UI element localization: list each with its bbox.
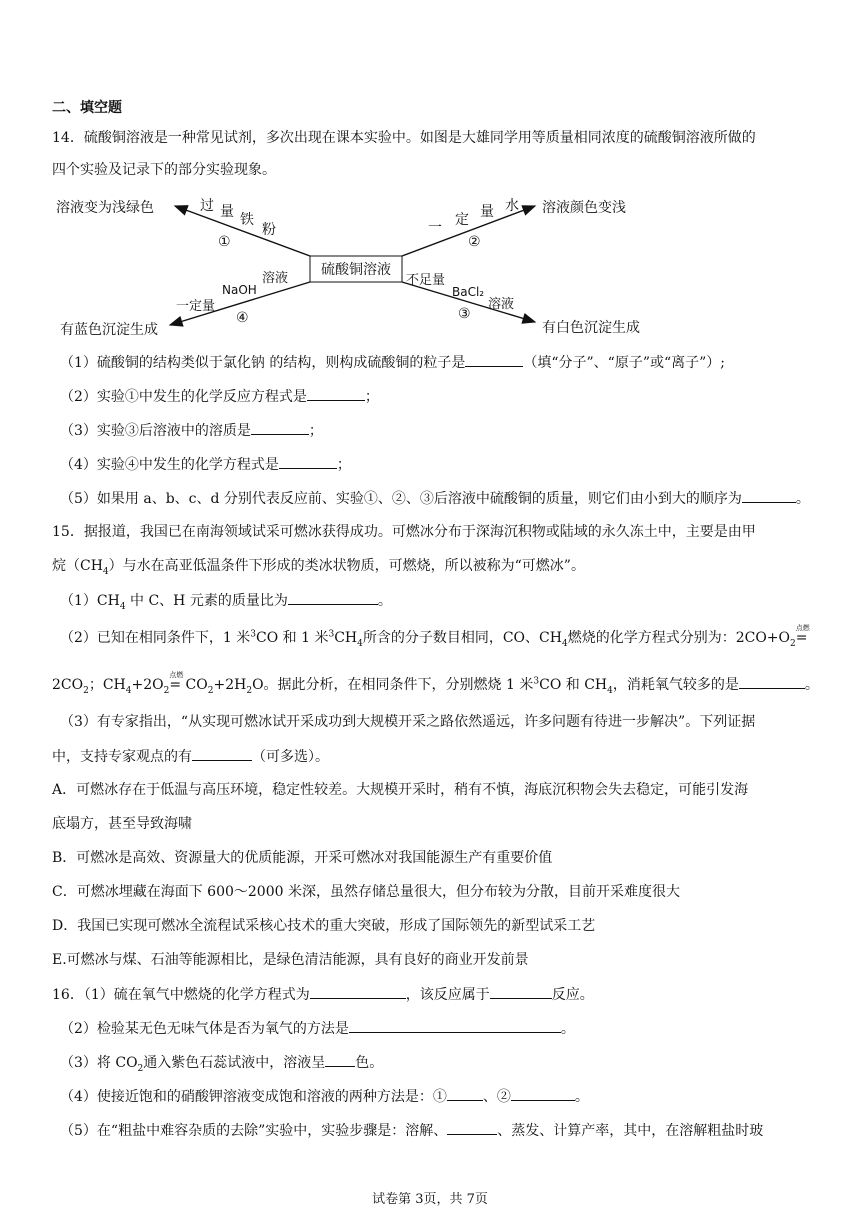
q14-p2-text: （2）实验①中发生的化学反应方程式是 <box>60 389 307 405</box>
q16-part3: （3）将 $CO_2$通入紫色石蕊试液中，溶液呈 色。 <box>60 1052 383 1073</box>
q15-line2: 烷$(CH_4)$与水在高亚低温条件下形成的类冰状物质，可燃烧，所以被称为“可燃冰”。 <box>52 558 585 577</box>
q15-option-a-line1: A．可燃冰存在于低温与高压环境，稳定性较差。大规模开采时，稍有不慎，海底沉积物会失去稳定，可能引发海 <box>52 782 749 798</box>
q14-intro-line2: 四个实验及记录下的部分实验现象。 <box>52 162 276 178</box>
answer-blank[interactable] <box>307 386 365 401</box>
answer-blank[interactable] <box>490 984 552 999</box>
br-reagent-1: 不足量 <box>406 273 446 288</box>
q15-option-e: E.可燃冰与煤、石油等能源相比，是绿色清洁能源，具有良好的商业开发前景 <box>52 952 529 968</box>
q14-p4-text: （4）实验④中发生的化学方程式是 <box>60 457 279 473</box>
center-label: 硫酸铜溶液 <box>321 262 391 278</box>
answer-blank[interactable] <box>279 454 337 469</box>
q14-part4: （4）实验④中发生的化学方程式是 ； <box>60 454 351 475</box>
tr-reagent-3: 量 <box>480 204 494 220</box>
section-title: 二、填空题 <box>52 100 122 116</box>
answer-blank[interactable] <box>310 984 406 999</box>
tl-number: ① <box>218 234 231 250</box>
tl-reagent-1: 过 <box>200 198 214 214</box>
tr-reagent-2: 定 <box>455 212 469 228</box>
q14-p1-text: （1）硫酸铜的结构类似于氯化钠 的结构，则构成硫酸铜的粒子是 <box>60 355 466 371</box>
bl-number: ④ <box>236 310 249 326</box>
br-result: 有白色沉淀生成 <box>542 320 640 336</box>
answer-blank[interactable] <box>349 1018 561 1033</box>
q16-part4: （4）使接近饱和的硝酸钾溶液变成饱和溶液的两种方法是：① 、② 。 <box>60 1086 589 1107</box>
tl-result: 溶液变为浅绿色 <box>56 200 154 216</box>
answer-blank[interactable] <box>325 1052 355 1067</box>
q15-part3-line2: 中，支持专家观点的有 （可多选）。 <box>52 746 329 767</box>
tl-reagent-3: 铁 <box>240 212 254 228</box>
q15-option-a-line2: 底塌方，甚至导致海啸 <box>52 816 192 832</box>
q15-part3-line1: （3）有专家指出，“从实现可燃冰试开采成功到大规模开采之路依然遥远，许多问题有待进一步解决”。下列证据 <box>60 714 756 730</box>
bl-result: 有蓝色沉淀生成 <box>60 322 158 338</box>
q15-part2-line1: （2）已知在相同条件下，1 米$^3$CO 和 1 米$^3CH_4$所含的分子数目相同，CO、$CH_4$燃烧的化学方程式分别为：$2CO+O_2$ 点燃 = <box>60 624 810 649</box>
answer-blank[interactable] <box>742 488 796 503</box>
answer-blank[interactable] <box>192 746 252 761</box>
q14-intro-line1: 14．硫酸铜溶液是一种常见试剂，多次出现在课本实验中。如图是大雄同学用等质量相同浓度的硫酸铜溶液所做的 <box>52 130 756 146</box>
answer-blank[interactable] <box>447 1086 483 1101</box>
q14-part2: （2）实验①中发生的化学反应方程式是 ； <box>60 386 379 407</box>
answer-blank[interactable] <box>739 674 805 689</box>
bl-reagent-1: 一定量 <box>176 299 216 314</box>
tl-reagent-2: 量 <box>220 204 234 220</box>
br-reagent-2: BaCl₂ <box>452 285 485 299</box>
q14-reaction-diagram <box>50 190 670 340</box>
answer-blank[interactable] <box>465 352 523 367</box>
tr-reagent-4: 水 <box>505 198 519 214</box>
tl-reagent-4: 粉 <box>262 222 276 238</box>
q16-part5: （5）在“粗盐中难容杂质的去除”实验中，实验步骤是：溶解、 、蒸发、计算产率，其中，在溶解粗盐时玻 <box>60 1120 763 1141</box>
q16-part2: （2）检验某无色无味气体是否为氧气的方法是 。 <box>60 1018 575 1039</box>
q15-part2-line2: $2CO_2$；$CH_4+2O_2$ 点燃 = $CO_2+2H_2O$。据此分析，在相同条件下，分别燃烧 1 米$^3$CO 和 $CH_4$，消耗氧气较多的是 。 <box>52 671 819 696</box>
q15-option-c: C．可燃冰埋藏在海面下 600～2000 米深，虽然存储总量很大，但分布较为分散，目前开采难度很大 <box>52 884 680 900</box>
q14-p3-text: （3）实验③后溶液中的溶质是 <box>60 423 251 439</box>
tr-number: ② <box>468 234 481 250</box>
answer-blank[interactable] <box>288 590 378 605</box>
q15-part1: $(1)CH_4$ 中 C、H 元素的质量比为 。 <box>60 590 392 611</box>
answer-blank[interactable] <box>251 420 309 435</box>
q14-p1-hint: （填“分子”、“原子”或“离子”）; <box>523 355 726 371</box>
q14-part1 <box>60 352 725 373</box>
q14-part5: （5）如果用 a、b、c、d 分别代表反应前、实验①、②、③后溶液中硫酸铜的质量，则它们由小到大的顺序为 。 <box>60 488 810 509</box>
q15-option-d: D．我国已实现可燃冰全流程试采核心技术的重大突破，形成了国际领先的新型试采工艺 <box>52 918 596 934</box>
q14-part3: （3）实验③后溶液中的溶质是 ； <box>60 420 323 441</box>
tr-result: 溶液颜色变浅 <box>542 200 626 216</box>
answer-blank[interactable] <box>511 1086 575 1101</box>
br-reagent-3: 溶液 <box>488 297 515 312</box>
q14-p5-text: （5）如果用 a、b、c、d 分别代表反应前、实验①、②、③后溶液中硫酸铜的质量，则它们由小到大的顺序为 <box>60 491 742 507</box>
page-footer: 试卷第 3页，共 7页 <box>372 1192 488 1207</box>
answer-blank[interactable] <box>447 1120 497 1135</box>
bl-reagent-2: NaOH <box>222 283 257 297</box>
br-number: ③ <box>458 306 471 322</box>
q15-option-b: B．可燃冰是高效、资源量大的优质能源，开采可燃冰对我国能源生产有重要价值 <box>52 850 553 866</box>
bl-reagent-3: 溶液 <box>262 271 289 286</box>
q15-line1: 15．据报道，我国已在南海领域试采可燃冰获得成功。可燃冰分布于深海沉积物或陆域的永久冻土中，主要是由甲 <box>52 524 756 540</box>
tr-reagent-1: 一 <box>428 220 442 236</box>
q16-part1: 16．（1）硫在氧气中燃烧的化学方程式为 ，该反应属于 反应。 <box>52 984 594 1005</box>
